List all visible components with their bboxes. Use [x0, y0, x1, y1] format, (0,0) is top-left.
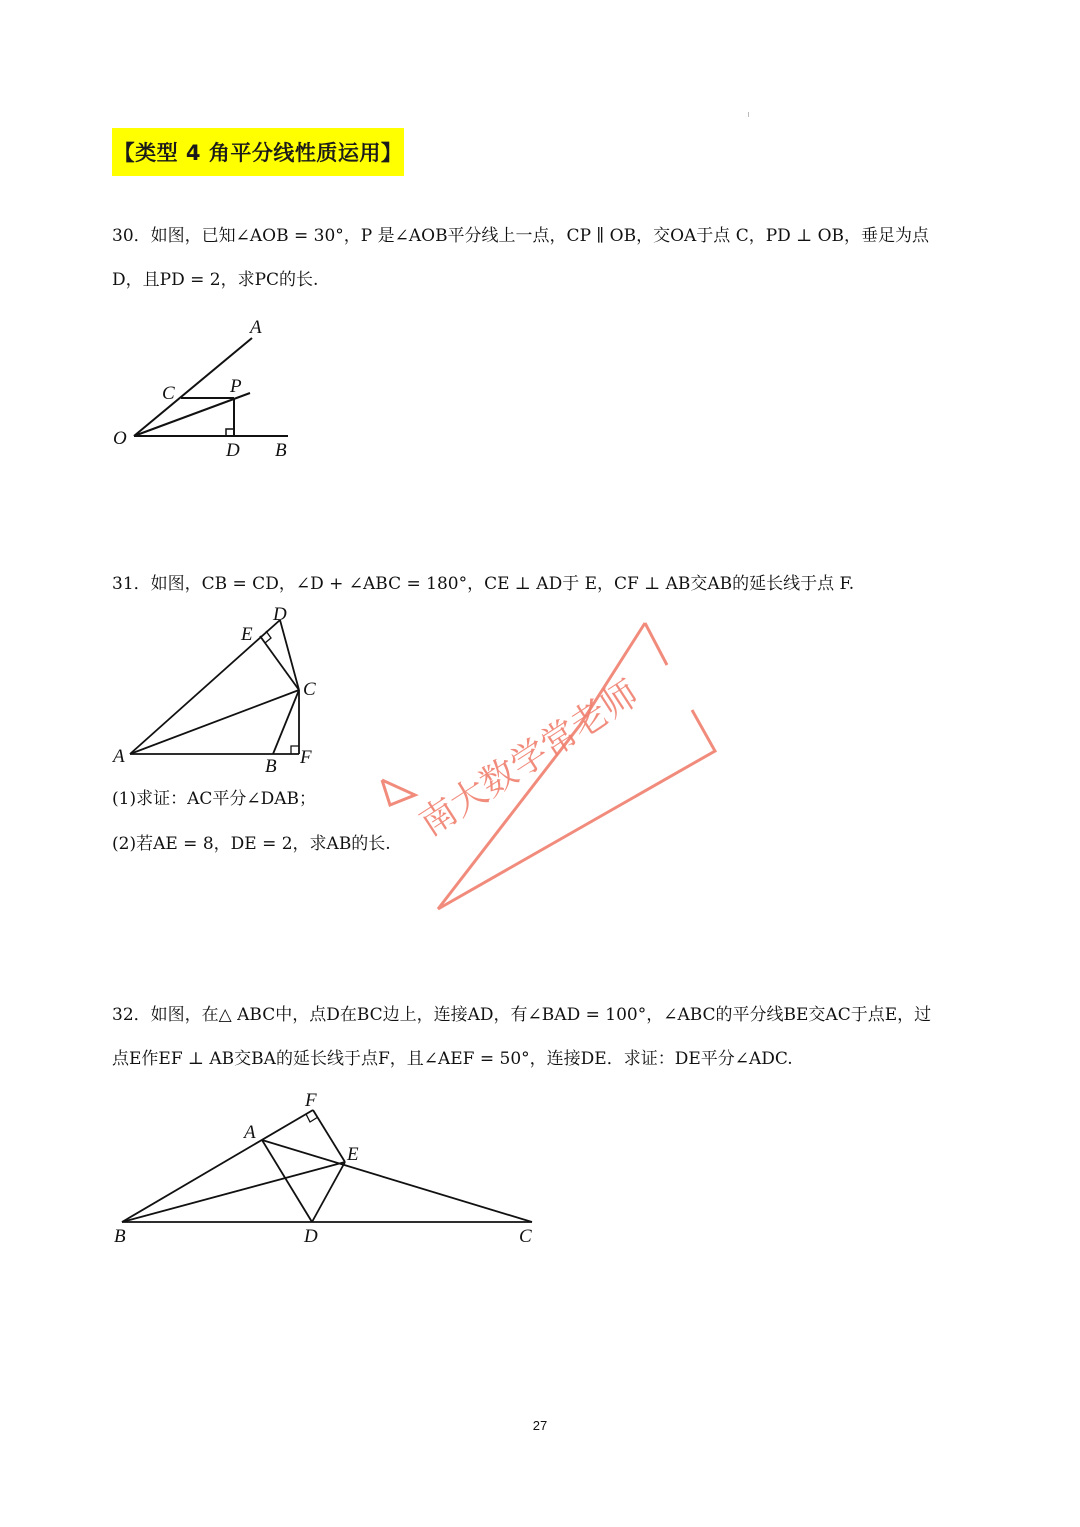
question-30-line-1: 30．如图，已知∠AOB = 30°，P 是∠AOB平分线上一点，CP ∥ OB，交OA于点 C，PD ⊥ OB，垂足为点 [112, 226, 930, 246]
side-AC [262, 1140, 532, 1222]
label-B: B [275, 440, 287, 461]
label-C: C [162, 383, 175, 404]
bisector-BE [122, 1162, 345, 1222]
segment-CE [260, 636, 299, 690]
label-D: D [273, 604, 287, 625]
diagonal-AC [130, 690, 299, 754]
figure-31 [105, 600, 335, 780]
figure-30 [100, 305, 320, 475]
question-30-line-2: D，且PD = 2，求PC的长. [112, 270, 319, 290]
side-AD [130, 620, 280, 754]
figure-32 [100, 1080, 550, 1260]
label-O: O [113, 428, 127, 449]
label-A: A [244, 1122, 256, 1143]
label-C: C [303, 679, 316, 700]
watermark-text: 南大数学常老师 [412, 672, 647, 845]
segment-DE [312, 1162, 345, 1222]
watermark-stroke-top [645, 623, 667, 665]
question-32-line-2: 点E作EF ⊥ AB交BA的延长线于点F，且∠AEF = 50°，连接DE．求证：DE平分∠ADC. [112, 1049, 793, 1069]
question-31-part-1: (1)求证：AC平分∠DAB； [112, 789, 317, 809]
label-E: E [241, 624, 253, 645]
right-angle-mark-F [291, 746, 299, 754]
label-A: A [113, 746, 125, 767]
label-P: P [230, 376, 242, 397]
section-heading [112, 128, 404, 176]
question-32-line-1: 32．如图，在△ ABC中，点D在BC边上，连接AD，有∠BAD = 100°，∠ABC的平分线BE交AC于点E，过 [112, 1005, 932, 1025]
label-F: F [305, 1090, 317, 1111]
right-angle-mark [226, 429, 234, 436]
question-31-line-1: 31．如图，CB = CD，∠D + ∠ABC = 180°，CE ⊥ AD于 E，CF ⊥ AB交AB的延长线于点 F. [112, 574, 855, 594]
watermark-stamp [370, 615, 730, 915]
line-BF [122, 1110, 313, 1222]
label-C: C [519, 1226, 532, 1247]
scan-speck [748, 112, 749, 117]
side-BC [273, 690, 299, 754]
question-31-part-2: (2)若AE = 8，DE = 2，求AB的长. [112, 834, 391, 854]
section-title: 【类型 4 角平分线性质运用】 [113, 141, 403, 165]
watermark-arrow [382, 780, 415, 805]
label-A: A [250, 317, 262, 338]
page-number: 27 [532, 1418, 548, 1433]
label-B: B [114, 1226, 126, 1247]
label-F: F [300, 747, 312, 768]
label-B: B [265, 756, 277, 777]
label-D: D [226, 440, 240, 461]
label-E: E [347, 1144, 359, 1165]
label-D: D [304, 1226, 318, 1247]
side-DC [280, 620, 299, 690]
